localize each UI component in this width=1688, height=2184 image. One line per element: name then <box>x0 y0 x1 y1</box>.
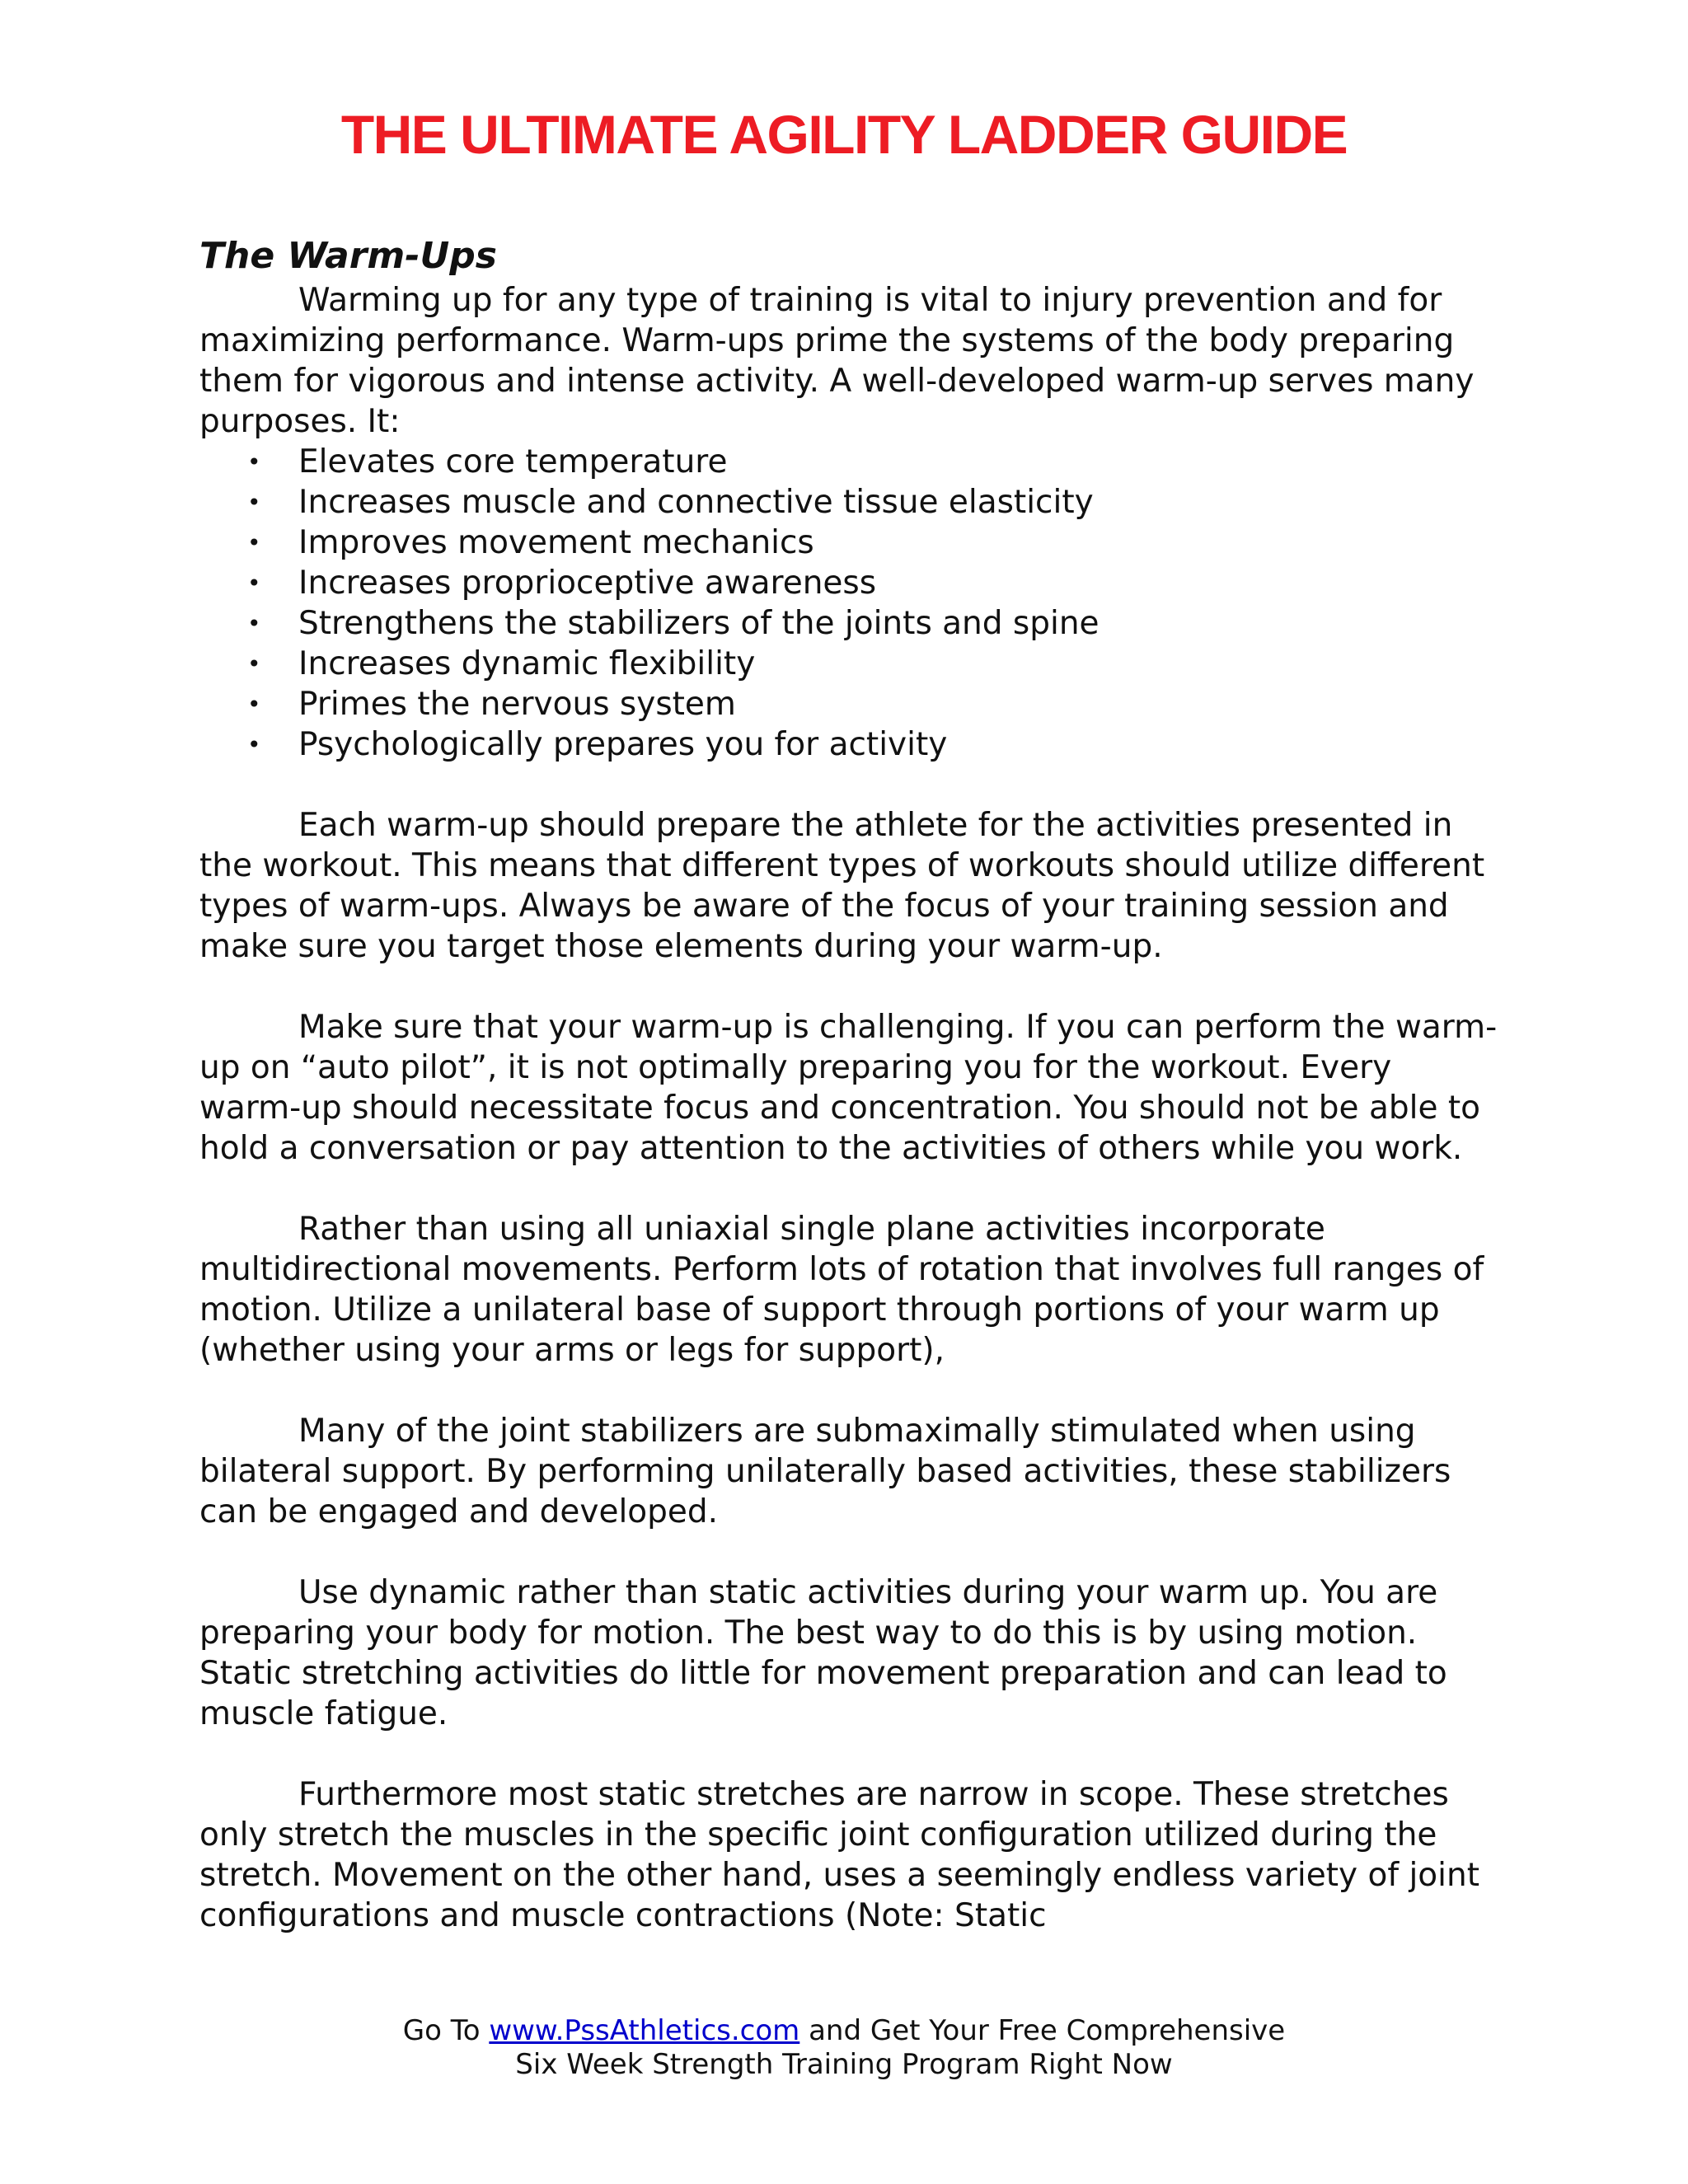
list-item-text: Increases dynamic flexibility <box>298 645 756 682</box>
list-item-text: Strengthens the stabilizers of the joints and spine <box>298 605 1100 642</box>
benefits-list <box>199 442 1502 765</box>
list-item <box>199 442 1502 482</box>
list-item <box>199 603 1502 644</box>
footer-line-2: Six Week Strength Training Program Right Now <box>515 2048 1173 2081</box>
body-paragraph: Make sure that your warm-up is challenging. If you can perform the warm-up on “auto pilot”, it is not optimally preparing you for the workout. Every warm-up should necessitate focus and concentration. You should not be able to hold a conversation or pay attention to the activities of others while you work. <box>199 1009 1498 1167</box>
list-item <box>199 482 1502 523</box>
bullet-icon: • <box>247 650 261 677</box>
list-item <box>199 684 1502 724</box>
body-paragraph: Furthermore most static stretches are narrow in scope. These stretches only stretch the muscles in the specific joint configuration utilized during the stretch. Movement on the other hand, uses a seemingly endless variety of joint configurations and muscle contractions (Note: Static <box>199 1776 1479 1934</box>
bullet-icon: • <box>247 489 261 516</box>
document-body <box>199 232 1502 1936</box>
list-item-text: Primes the nervous system <box>298 686 736 723</box>
list-item-text: Increases muscle and connective tissue elasticity <box>298 484 1094 521</box>
list-item-text: Elevates core temperature <box>298 443 728 480</box>
list-item-text: Psychologically prepares you for activity <box>298 726 948 763</box>
bullet-icon: • <box>247 448 261 476</box>
bullet-icon: • <box>247 731 261 758</box>
section-heading: The Warm-Ups <box>199 235 497 277</box>
bullet-icon: • <box>247 529 261 556</box>
body-paragraph: Rather than using all uniaxial single plane activities incorporate multidirectional movements. Perform lots of rotation that involves full ranges of motion. Utilize a unilateral base of support through portions of your warm up (whether using your arms or legs for support), <box>199 1211 1484 1369</box>
list-item-text: Increases proprioceptive awareness <box>298 565 877 602</box>
list-item-text: Improves movement mechanics <box>298 524 814 561</box>
footer-prefix: Go To <box>402 2014 490 2047</box>
website-link[interactable]: www.PssAthletics.com <box>489 2014 800 2047</box>
list-item <box>199 523 1502 563</box>
bullet-icon: • <box>247 569 261 597</box>
footer-suffix: and Get Your Free Comprehensive <box>799 2014 1286 2047</box>
page-footer <box>0 2014 1688 2082</box>
list-item <box>199 563 1502 603</box>
bullet-icon: • <box>247 610 261 637</box>
footer-line-1 <box>0 2014 1688 2048</box>
list-item <box>199 724 1502 765</box>
intro-paragraph: Warming up for any type of training is vital to injury prevention and for maximizing performance. Warm-ups prime the systems of the body preparing them for vigorous and intense activity. A well-developed warm-up serves many purposes. It: <box>199 282 1475 440</box>
document-title: THE ULTIMATE AGILITY LADDER GUIDE <box>340 104 1348 165</box>
bullet-icon: • <box>247 691 261 718</box>
body-paragraph: Use dynamic rather than static activities during your warm up. You are preparing your body for motion. The best way to do this is by using motion. Static stretching activities do little for movement preparation and can lead to muscle fatigue. <box>199 1574 1447 1732</box>
list-item <box>199 644 1502 684</box>
body-paragraph: Each warm-up should prepare the athlete for the activities presented in the workout. This means that different types of workouts should utilize different types of warm-ups. Always be aware of the focus of your training session and make sure you target those elements during your warm-up. <box>199 807 1485 965</box>
body-paragraph: Many of the joint stabilizers are submaximally stimulated when using bilateral support. By performing unilaterally based activities, these stabilizers can be engaged and developed. <box>199 1413 1451 1530</box>
